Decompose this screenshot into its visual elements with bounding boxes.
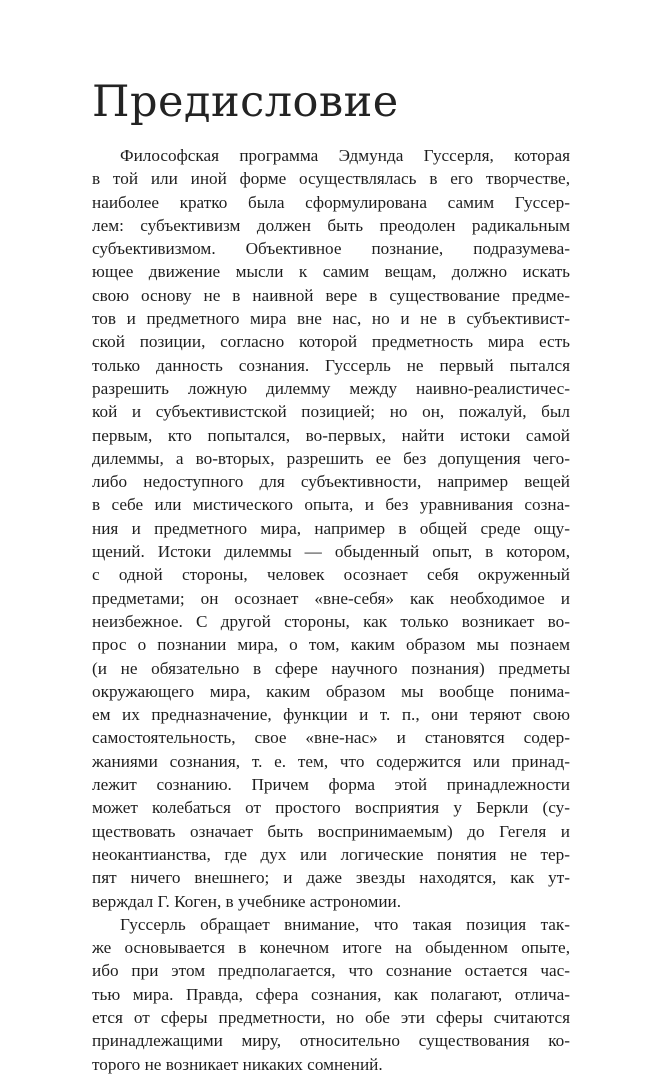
text-line: может колебаться от простого восприятия у Беркли (су-	[92, 798, 570, 818]
text-line: ем их предназначение, функции и т. п., они теряют свою	[92, 705, 570, 725]
text-line: жаниями сознания, т. е. тем, что содержится или принад-	[92, 751, 570, 771]
text-line: (и не обязательно в сфере научного познания) предметы	[92, 658, 570, 678]
text-line: лем: субъективизм должен быть преодолен радикальным	[92, 215, 570, 235]
text-line: самостоятельность, свое «вне-нас» и становятся содер-	[92, 728, 570, 748]
text-line: разрешить ложную дилемму между наивно-реалистичес-	[92, 378, 570, 398]
text-line: свою основу не в наивной вере в существование предме-	[92, 285, 570, 305]
text-line: в той или иной форме осуществлялась в его творчестве,	[92, 169, 570, 189]
text-line: верждал Г. Коген, в учебнике астрономии.	[92, 891, 402, 911]
paragraph-1	[92, 144, 570, 913]
text-line: предметами; он осознает «вне-себя» как необходимое и	[92, 588, 570, 608]
text-line: только данность сознания. Гуссерль не первый пытался	[92, 355, 570, 375]
text-line: тов и предметного мира вне нас, но и не в субъективист-	[92, 309, 570, 329]
text-line: с одной стороны, человек осознает себя окруженный	[92, 565, 570, 585]
text-line: ющее движение мысли к самим вещам, должно искать	[92, 262, 570, 282]
text-line: ется от сферы предметности, но обе эти сферы считаются	[92, 1007, 570, 1027]
body-text	[92, 144, 570, 1076]
text-line: либо недоступного для субъективности, например вещей	[92, 472, 570, 492]
text-line: неизбежное. С другой стороны, как только возникает во-	[92, 611, 570, 631]
text-line: субъективизмом. Объективное познание, подразумева-	[92, 239, 570, 259]
text-line: торого не возникает никаких сомнений.	[92, 1054, 383, 1074]
text-line: прос о познании мира, о том, каким образом мы познаем	[92, 635, 570, 655]
text-line: Гуссерль обращает внимание, что такая позиция так-	[120, 914, 570, 934]
text-line: ибо при этом предполагается, что сознание остается час-	[92, 961, 570, 981]
text-line: щений. Истоки дилеммы — обыденный опыт, в котором,	[92, 542, 570, 562]
paragraph-2	[92, 913, 570, 1076]
text-line: пят ничего внешнего; и даже звезды находятся, как ут-	[92, 868, 570, 888]
text-line: лежит сознанию. Причем форма этой принадлежности	[92, 775, 570, 795]
text-line: тью мира. Правда, сфера сознания, как полагают, отлича-	[92, 984, 570, 1004]
text-line: окружающего мира, каким образом мы вообще понима-	[92, 681, 570, 701]
text-line: Философская программа Эдмунда Гуссерля, которая	[120, 146, 570, 165]
text-line: же основывается в конечном итоге на обыденном опыте,	[92, 938, 570, 958]
text-line: ской позиции, согласно которой предметность мира есть	[92, 332, 570, 352]
text-line: в себе или мистического опыта, и без уравнивания созна-	[92, 495, 570, 515]
text-line: неокантианства, где дух или логические понятия не тер-	[92, 844, 570, 864]
page-title: Предисловие	[92, 77, 399, 127]
text-line: кой и субъективистской позицией; но он, пожалуй, был	[92, 402, 570, 422]
text-line: дилеммы, а во-вторых, разрешить ее без допущения чего-	[92, 448, 570, 468]
text-line: принадлежащими миру, относительно существования ко-	[92, 1031, 570, 1051]
text-line: ществовать означает быть воспринимаемым) до Гегеля и	[92, 821, 570, 841]
text-line: ния и предметного мира, например в общей среде ощу-	[92, 518, 570, 538]
text-line: наиболее кратко была сформулирована самим Гуссер-	[92, 192, 570, 212]
text-line: первым, кто попытался, во-первых, найти истоки самой	[92, 425, 570, 445]
